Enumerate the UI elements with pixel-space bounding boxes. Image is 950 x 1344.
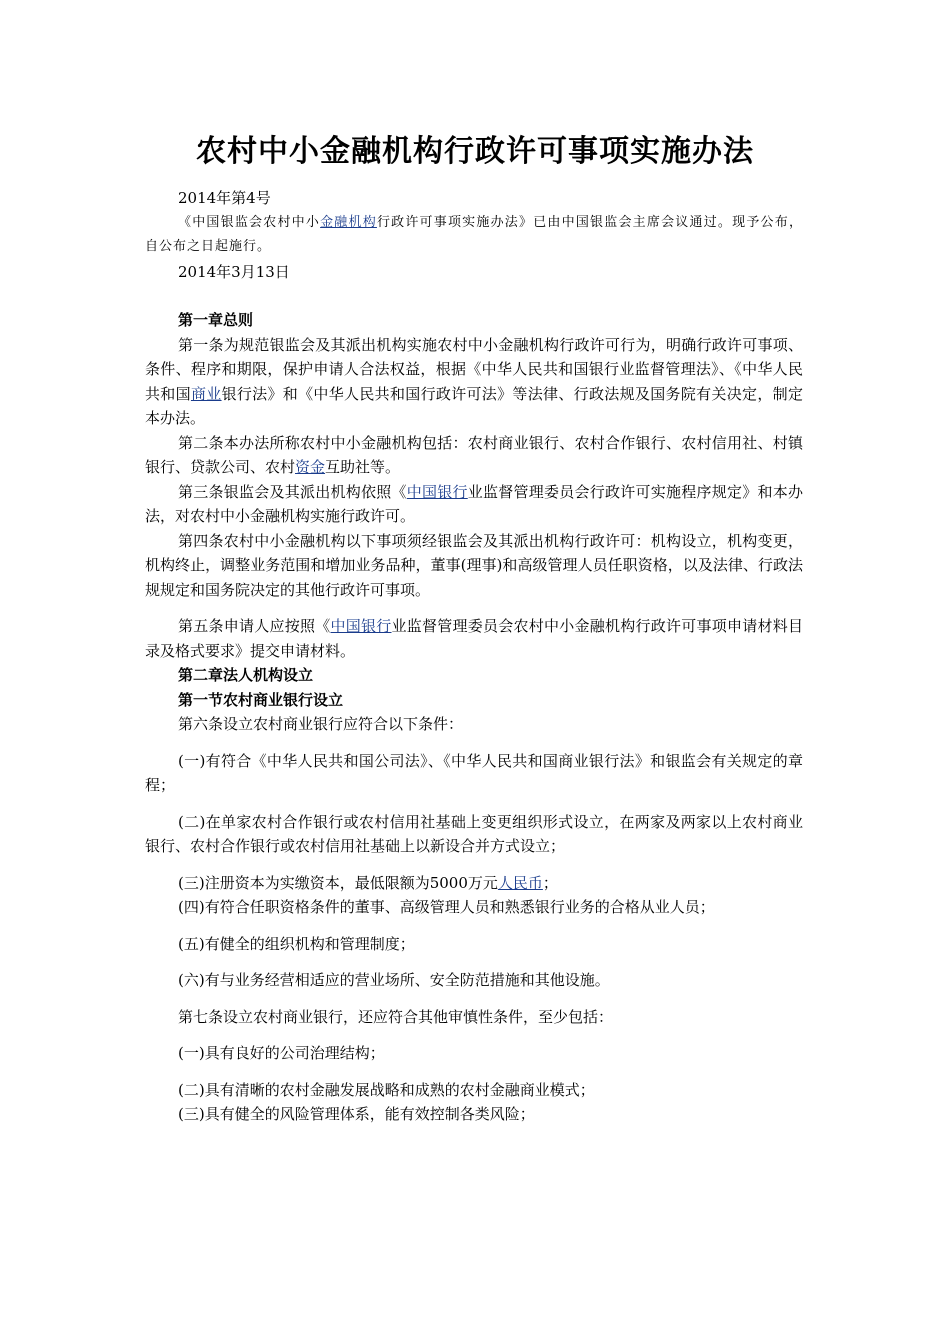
order-number: 2014年第4号: [178, 189, 271, 207]
link-rmb[interactable]: 人民币: [497, 873, 543, 892]
link-bank-of-china-1[interactable]: 中国银行: [406, 482, 468, 501]
document-body: [145, 186, 803, 1127]
article-2: 第二条本办法所称农村中小金融机构包括：农村商业银行、农村合作银行、农村信用社、村镇银行、贷款公司、农村资金互助社等。: [145, 433, 803, 476]
article-6-item-3: (三)注册资本为实缴资本，最低限额为5000万元人民币；: [178, 873, 558, 892]
preamble: 《中国银监会农村中小金融机构行政许可事项实施办法》已由中国银监会主席会议通过。现予公布，自公布之日起施行。: [145, 214, 803, 254]
article-1: 第一条为规范银监会及其派出机构实施农村中小金融机构行政许可行为，明确行政许可事项、条件、程序和期限，保护申请人合法权益，根据《中华人民共和国银行业监督管理法》、《中华人民共和国商业银行法》和《中华人民共和国行政许可法》等法律、行政法规及国务院有关决定，制定本办法。: [145, 335, 803, 427]
article-5: 第五条申请人应按照《中国银行业监督管理委员会农村中小金融机构行政许可事项申请材料目录及格式要求》提交申请材料。: [145, 617, 803, 660]
chapter-2-title: 第二章法人机构设立: [178, 666, 314, 684]
link-commercial[interactable]: 商业: [190, 384, 222, 403]
issue-date: 2014年3月13日: [178, 262, 290, 281]
article-6: 第六条设立农村商业银行应符合以下条件：: [178, 715, 464, 733]
article-6-item-5: (五)有健全的组织机构和管理制度；: [178, 934, 415, 953]
link-bank-of-china-2[interactable]: 中国银行: [330, 617, 392, 635]
article-7-item-3: (三)具有健全的风险管理体系，能有效控制各类风险；: [178, 1105, 535, 1123]
article-7-item-2: (二)具有清晰的农村金融发展战略和成熟的农村金融商业模式；: [178, 1080, 595, 1099]
article-6-item-1: (一)有符合《中华人民共和国公司法》、《中华人民共和国商业银行法》和银监会有关规定的章程；: [145, 751, 803, 794]
document-title: 农村中小金融机构行政许可事项实施办法: [196, 134, 754, 169]
section-1-title: 第一节农村商业银行设立: [178, 690, 344, 709]
chapter-1-title: 第一章总则: [178, 311, 254, 329]
link-funds[interactable]: 资金: [295, 458, 326, 476]
article-3: 第三条银监会及其派出机构依照《中国银行业监督管理委员会行政许可实施程序规定》和本办法，对农村中小金融机构实施行政许可。: [145, 482, 803, 525]
link-financial-institution[interactable]: 金融机构: [320, 214, 377, 230]
article-6-item-4: (四)有符合任职资格条件的董事、高级管理人员和熟悉银行业务的合格从业人员；: [178, 898, 715, 916]
article-7: 第七条设立农村商业银行，还应符合其他审慎性条件，至少包括：: [178, 1007, 614, 1026]
article-6-item-2: (二)在单家农村合作银行或农村信用社基础上变更组织形式设立，在两家及两家以上农村商业银行、农村合作银行或农村信用社基础上以新设合并方式设立；: [145, 812, 803, 855]
article-6-item-6: (六)有与业务经营相适应的营业场所、安全防范措施和其他设施。: [178, 971, 610, 989]
article-7-item-1: (一)具有良好的公司治理结构；: [178, 1044, 385, 1062]
article-4: 第四条农村中小金融机构以下事项须经银监会及其派出机构行政许可：机构设立，机构变更，机构终止，调整业务范围和增加业务品种，董事(理事)和高级管理人员任职资格，以及法律、行政法规规定和国务院决定的其他行政许可事项。: [145, 531, 803, 599]
